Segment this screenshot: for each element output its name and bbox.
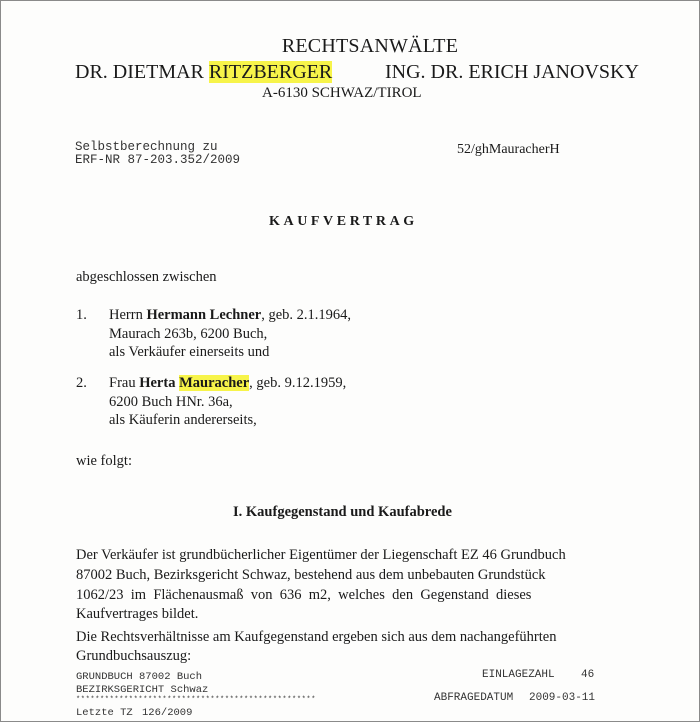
paragraph-2-line-2: Grundbuchsauszug: xyxy=(76,648,192,664)
party-2-first-name: Herta xyxy=(139,375,180,391)
paragraph-1-line-2: 87002 Buch, Bezirksgericht Schwaz, bestehend aus dem unbebauten Grundstück xyxy=(76,567,546,583)
party-2-line-1 xyxy=(109,375,346,392)
file-number: 52/ghMauracherH xyxy=(457,142,560,157)
paragraph-1-line-1: Der Verkäufer ist grundbücherlicher Eigentümer der Liegenschaft EZ 46 Grundbuch xyxy=(76,547,566,563)
closing-phrase: wie folgt: xyxy=(76,453,132,469)
register-bezirksgericht: BEZIRKSGERICHT Schwaz xyxy=(76,684,209,696)
party-1-number: 1. xyxy=(76,307,87,323)
party-1-line-1 xyxy=(109,307,351,324)
party-1-line-2: Maurach 263b, 6200 Buch, xyxy=(109,326,268,342)
party-2-number: 2. xyxy=(76,375,87,391)
party-2-salutation: Frau xyxy=(109,375,140,391)
document-title: KAUFVERTRAG xyxy=(269,214,418,229)
register-grundbuch: GRUNDBUCH 87002 Buch xyxy=(76,671,203,683)
paragraph-2-line-1: Die Rechtsverhältnisse am Kaufgegenstand ergeben sich aus dem nachangeführten xyxy=(76,629,557,645)
register-stars-line: ************************************************** xyxy=(76,696,317,704)
tax-reference xyxy=(75,141,240,167)
party-2-birth: , geb. 9.12.1959, xyxy=(249,375,347,391)
firm-address: A-6130 SCHWAZ/TIROL xyxy=(262,85,422,101)
intro-text: abgeschlossen zwischen xyxy=(76,269,217,285)
party-1-birth: , geb. 2.1.1964, xyxy=(261,307,352,323)
firm-title: RECHTSANWÄLTE xyxy=(281,35,459,57)
tax-reference-line-1: Selbstberechnung zu xyxy=(75,140,218,154)
lawyer-1 xyxy=(75,61,332,84)
lawyer-1-prefix: DR. DIETMAR xyxy=(75,61,209,83)
tax-reference-line-2: ERF-NR 87-203.352/2009 xyxy=(75,153,241,167)
register-einlagezahl-label: EINLAGEZAHL xyxy=(482,669,555,681)
register-einlagezahl-value: 46 xyxy=(581,669,595,681)
party-2-line-3: als Käuferin andererseits, xyxy=(109,412,257,428)
party-2-surname-highlighted: Mauracher xyxy=(179,375,250,391)
register-letzte-value: 126/2009 xyxy=(142,707,193,719)
party-1-name: Hermann Lechner xyxy=(146,307,262,323)
section-title: I. Kaufgegenstand und Kaufabrede xyxy=(233,504,452,520)
register-abfragedatum-value: 2009-03-11 xyxy=(529,692,596,704)
lawyer-2: ING. DR. ERICH JANOVSKY xyxy=(385,61,639,83)
party-1-line-3: als Verkäufer einerseits und xyxy=(109,344,270,360)
paragraph-1-line-3: 1062/23 im Flächenausmaß von 636 m2, welches den Gegenstand dieses xyxy=(76,587,532,603)
party-2-line-2: 6200 Buch HNr. 36a, xyxy=(109,394,233,410)
lawyer-1-surname-highlighted: RITZBERGER xyxy=(208,61,333,83)
register-letzte-label: Letzte TZ xyxy=(76,707,133,719)
register-abfragedatum-label: ABFRAGEDATUM xyxy=(434,692,514,704)
paragraph-1-line-4: Kaufvertrages bildet. xyxy=(76,606,199,622)
party-1-salutation: Herrn xyxy=(109,307,147,323)
